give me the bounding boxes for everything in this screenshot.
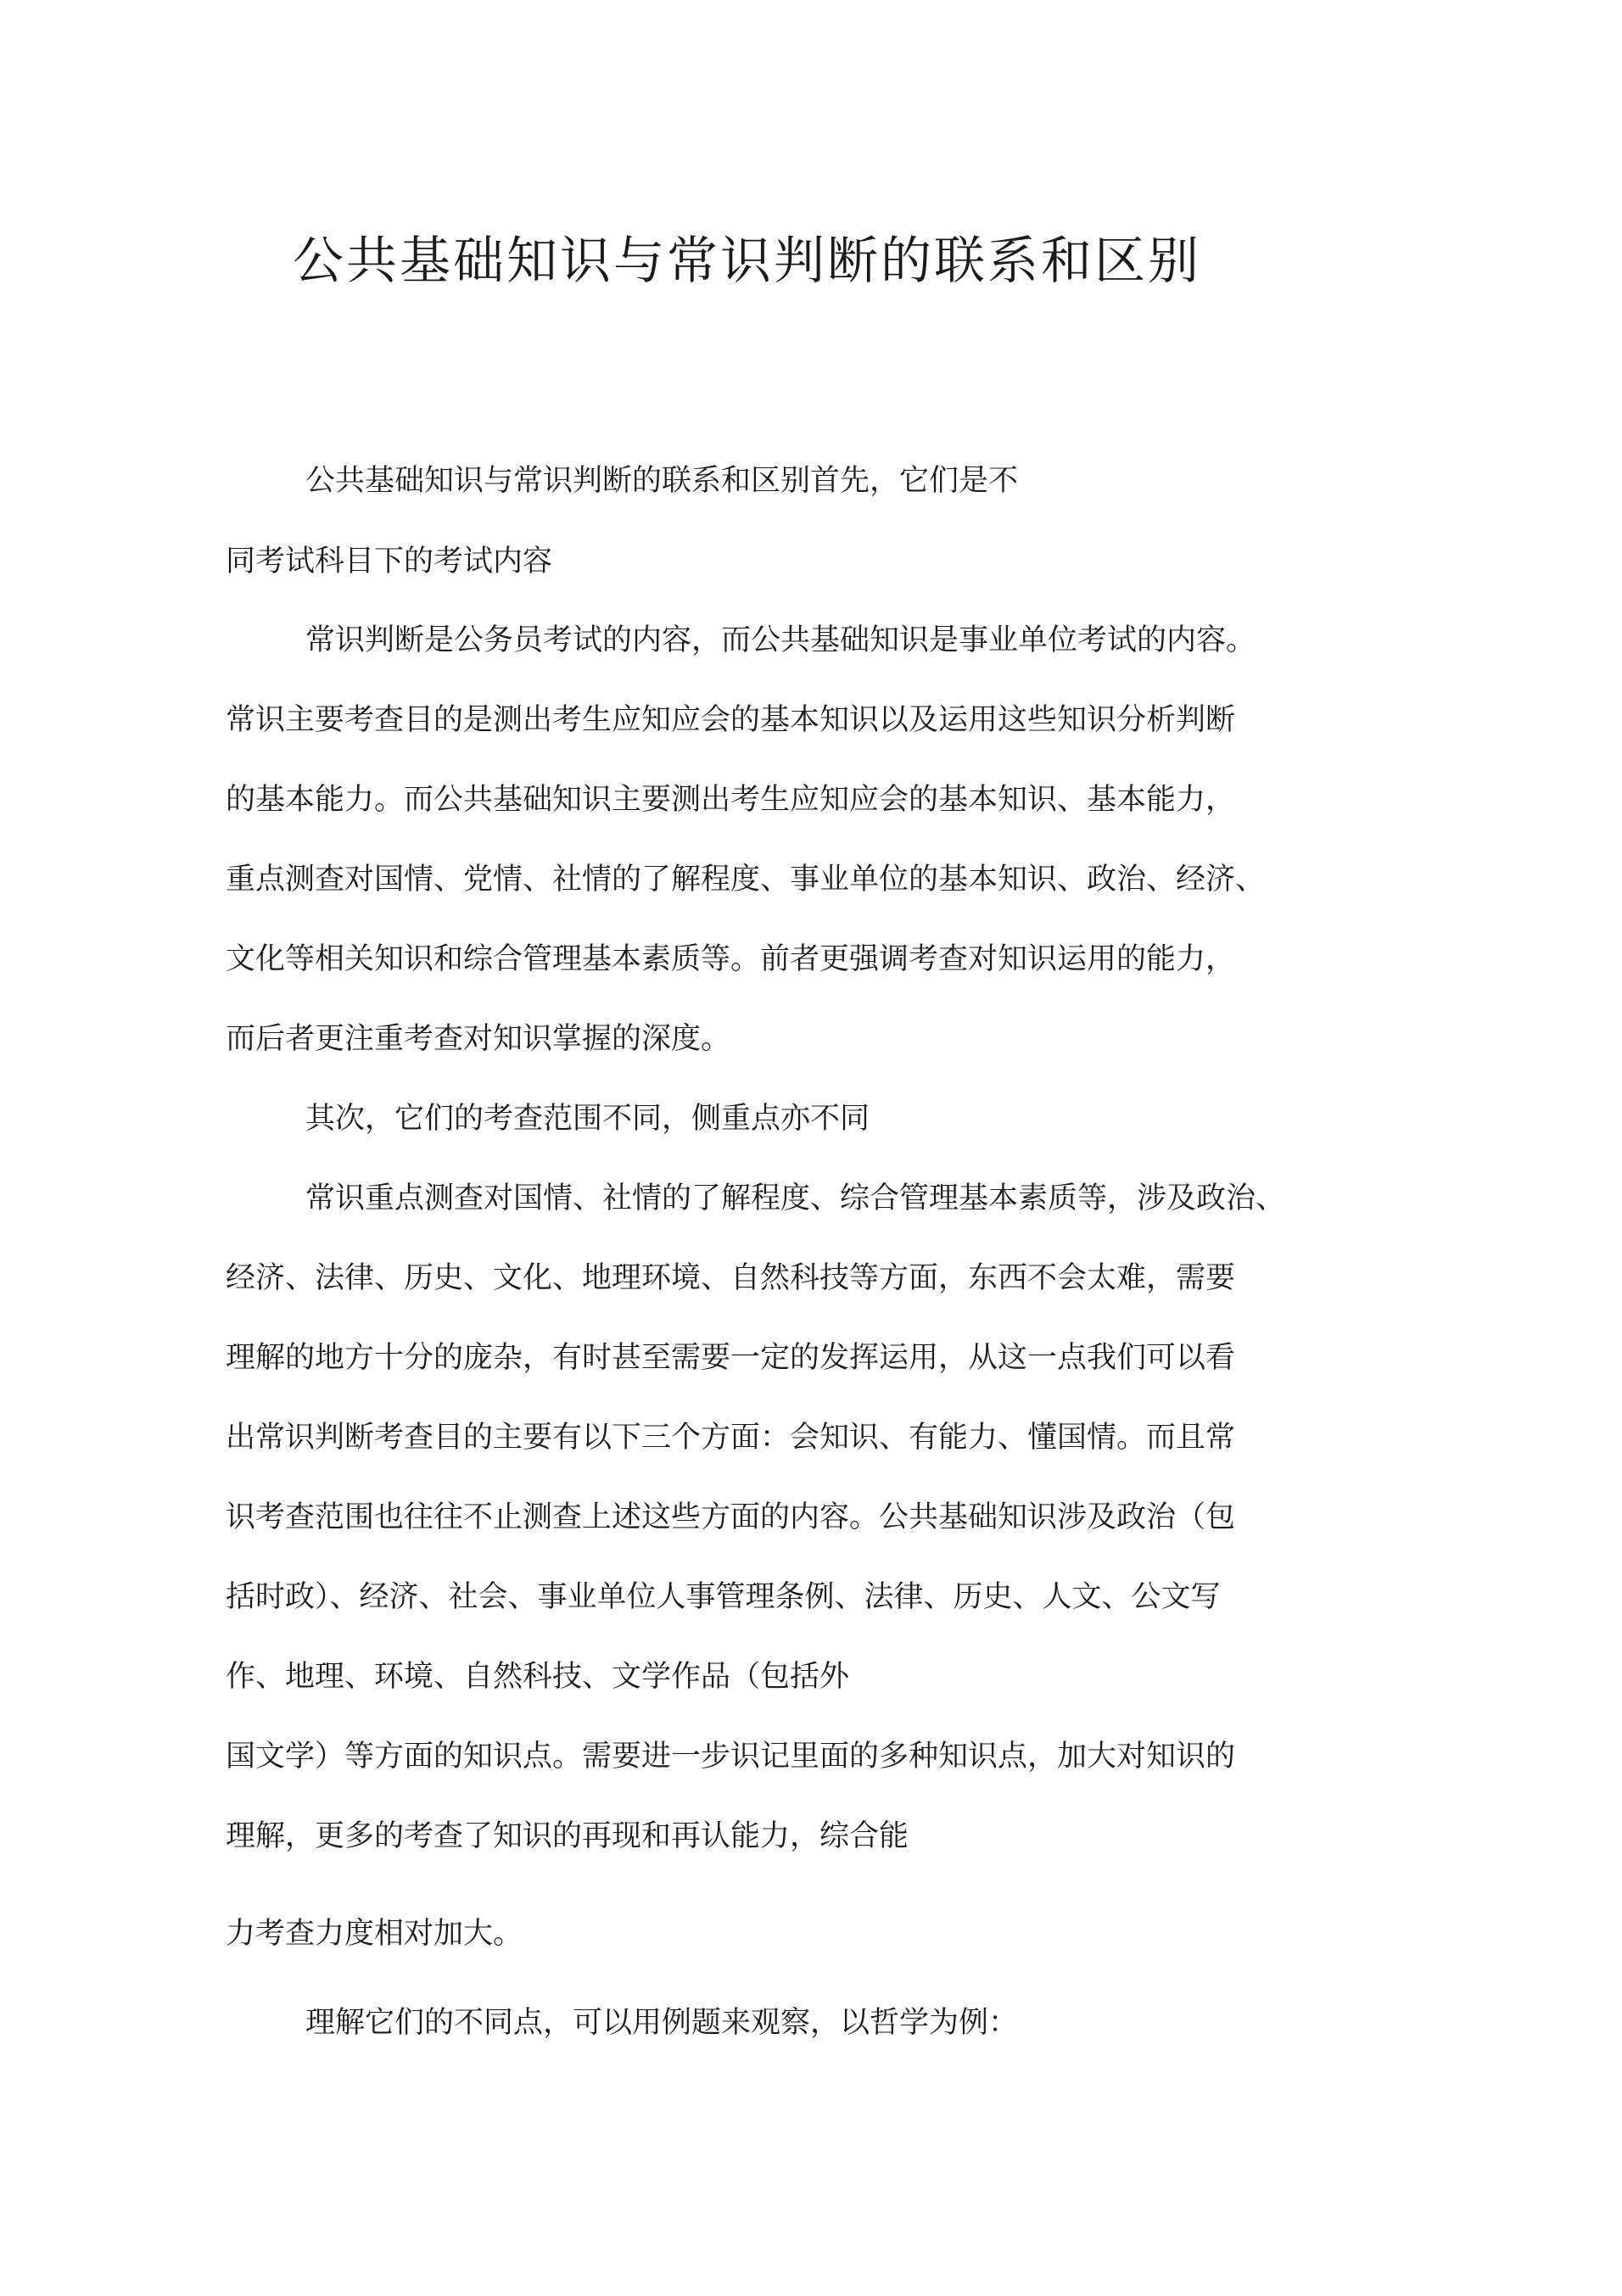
paragraph-line: 理解的地方十分的庞杂，有时甚至需要一定的发挥运用，从这一点我们可以看 xyxy=(226,1341,1236,1375)
paragraph-line: 识考查范围也往往不止测查上述这些方面的内容。公共基础知识涉及政治（包 xyxy=(226,1500,1236,1534)
paragraph-line: 同考试科目下的考试内容 xyxy=(226,545,553,578)
paragraph-line: 理解它们的不同点，可以用例题来观察，以哲学为例： xyxy=(305,2006,1019,2040)
paragraph-line: 公共基础知识与常识判断的联系和区别首先，它们是不 xyxy=(305,464,1019,498)
paragraph-line: 而后者更注重考查对知识掌握的深度。 xyxy=(226,1022,731,1056)
document-title: 公共基础知识与常识判断的联系和区别 xyxy=(293,232,1201,291)
paragraph-line: 常识重点测查对国情、社情的了解程度、综合管理基本素质等，涉及政治、 xyxy=(305,1182,1286,1215)
paragraph-line: 文化等相关知识和综合管理基本素质等。前者更强调考查对知识运用的能力， xyxy=(226,942,1236,976)
paragraph-line: 经济、法律、历史、文化、地理环境、自然科技等方面，东西不会太难，需要 xyxy=(226,1261,1236,1295)
paragraph-line: 括时政）、经济、社会、事业单位人事管理条例、法律、历史、人文、公文写 xyxy=(226,1580,1221,1614)
paragraph-line: 作、地理、环境、自然科技、文学作品（包括外 xyxy=(226,1660,850,1694)
paragraph-line: 力考查力度相对加大。 xyxy=(226,1917,523,1951)
paragraph-line: 重点测查对国情、党情、社情的了解程度、事业单位的基本知识、政治、经济、 xyxy=(226,863,1266,897)
paragraph-line: 出常识判断考查目的主要有以下三个方面：会知识、有能力、懂国情。而且常 xyxy=(226,1421,1236,1455)
paragraph-line: 常识判断是公务员考试的内容，而公共基础知识是事业单位考试的内容。 xyxy=(305,623,1256,657)
paragraph-line: 的基本能力。而公共基础知识主要测出考生应知应会的基本知识、基本能力， xyxy=(226,783,1236,817)
paragraph-line: 其次，它们的考查范围不同，侧重点亦不同 xyxy=(305,1102,870,1136)
paragraph-line: 理解，更多的考查了知识的再现和再认能力，综合能 xyxy=(226,1819,909,1853)
paragraph-line: 国文学）等方面的知识点。需要进一步识记里面的多种知识点，加大对知识的 xyxy=(226,1740,1236,1774)
paragraph-line: 常识主要考查目的是测出考生应知应会的基本知识以及运用这些知识分析判断 xyxy=(226,703,1236,737)
